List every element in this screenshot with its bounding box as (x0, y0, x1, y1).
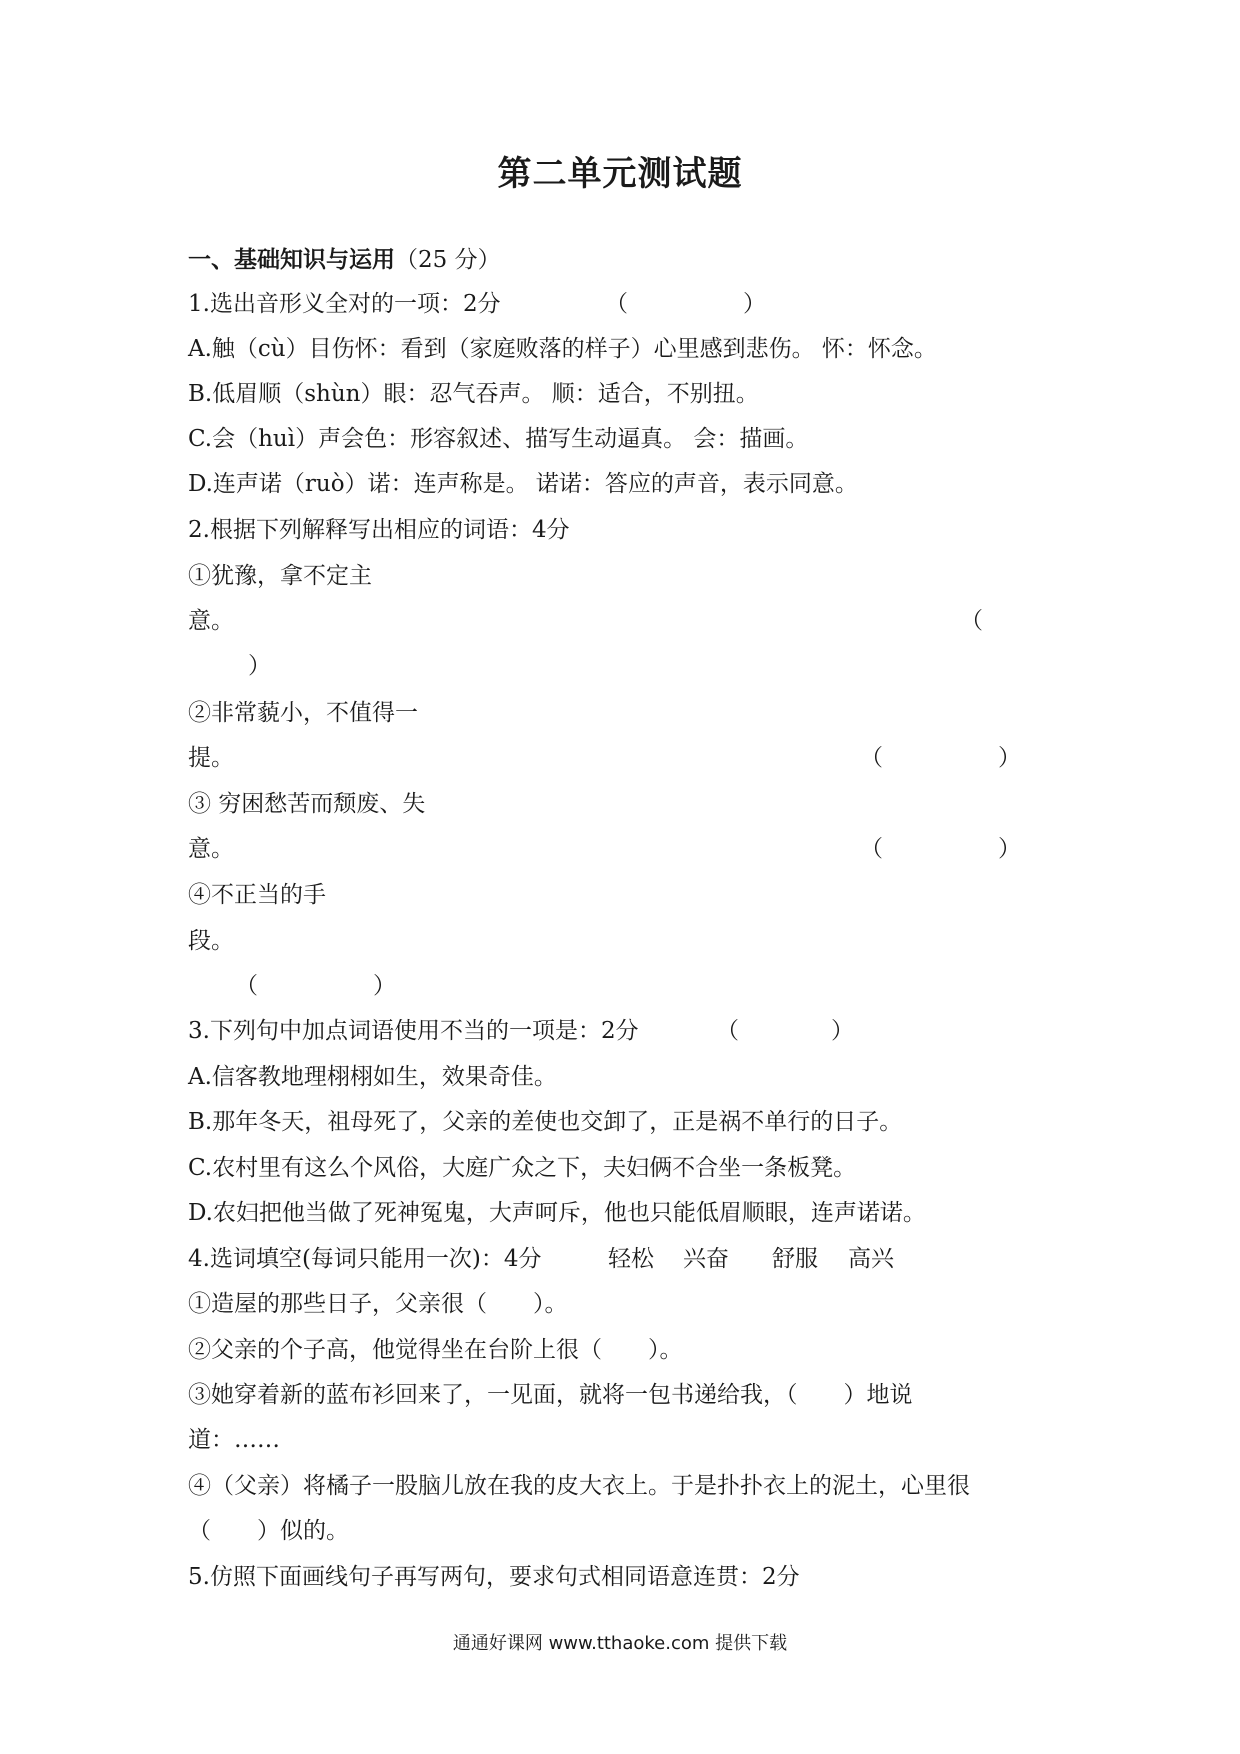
q2-item3-line2: 意。 (188, 836, 234, 862)
q4-word-3: 舒服 (772, 1246, 818, 1272)
q4-item-3: ③她穿着新的蓝布衫回来了，一见面，就将一包书递给我，（ ）地说 (188, 1382, 913, 1408)
q5-stem: 5.仿照下面画线句子再写两句，要求句式相同语意连贯：2分 (188, 1564, 800, 1590)
page-title: 第二单元测试题 (497, 154, 743, 194)
q4-item-3-cont: 道：…… (188, 1427, 280, 1453)
q2-item4-line2: 段。 (188, 928, 234, 954)
q2-stem: 2.根据下列解释写出相应的词语：4分 (188, 517, 570, 543)
q2-item3-blank: （ ） (860, 836, 1021, 862)
q2-item1-close-paren: ） (248, 653, 271, 679)
q2-item4-line1: ④不正当的手 (188, 882, 326, 908)
q2-item1-open-paren: （ (960, 608, 983, 634)
section-heading-text: 一、基础知识与运用 (188, 247, 395, 273)
q2-item4-blank: （ ） (235, 973, 396, 999)
q4-item-4: ④（父亲）将橘子一股脑儿放在我的皮大衣上。于是扑扑衣上的泥土，心里很 (188, 1473, 970, 1499)
q3-option-a: A.信客教地理栩栩如生，效果奇佳。 (188, 1064, 557, 1090)
q1-option-b: B.低眉顺（shùn）眼：忍气吞声。 顺：适合，不别扭。 (188, 381, 759, 407)
q2-item3-line1: ③ 穷困愁苦而颓废、失 (188, 791, 426, 817)
q1-option-d: D.连声诺（ruò）诺：连声称是。 诺诺：答应的声音，表示同意。 (188, 471, 858, 497)
page-footer: 通通好课网 www.tthaoke.com 提供下载 (452, 1633, 788, 1654)
q4-item-4-cont: （ ）似的。 (188, 1518, 349, 1544)
q1-option-c: C.会（huì）声会色：形容叙述、描写生动逼真。 会：描画。 (188, 426, 809, 452)
q1-answer-blank: （ ） (605, 291, 766, 317)
q4-item-1: ①造屋的那些日子，父亲很（ ）。 (188, 1291, 568, 1317)
section-heading (188, 244, 501, 276)
q4-item-2: ②父亲的个子高，他觉得坐在台阶上很（ ）。 (188, 1337, 683, 1363)
q3-stem: 3.下列句中加点词语使用不当的一项是：2分 (188, 1018, 639, 1044)
q4-word-4: 高兴 (848, 1246, 894, 1272)
q4-word-1: 轻松 (608, 1246, 654, 1272)
q2-item1-line1: ①犹豫，拿不定主 (188, 563, 372, 589)
q2-item1-line2: 意。 (188, 608, 234, 634)
q3-option-c: C.农村里有这么个风俗，大庭广众之下，夫妇俩不合坐一条板凳。 (188, 1155, 857, 1181)
q2-item2-line2: 提。 (188, 745, 234, 771)
q3-option-d: D.农妇把他当做了死神冤鬼，大声呵斥，他也只能低眉顺眼，连声诺诺。 (188, 1200, 926, 1226)
q3-answer-blank: （ ） (716, 1018, 854, 1044)
q1-stem: 1.选出音形义全对的一项：2分 (188, 291, 501, 317)
q4-stem: 4.选词填空(每词只能用一次)：4分 (188, 1246, 542, 1272)
section-score: （25 分） (395, 247, 501, 273)
q1-option-a: A.触（cù）目伤怀：看到（家庭败落的样子）心里感到悲伤。 怀：怀念。 (188, 336, 937, 362)
q2-item2-blank: （ ） (860, 745, 1021, 771)
q4-word-2: 兴奋 (683, 1246, 729, 1272)
q3-option-b: B.那年冬天，祖母死了，父亲的差使也交卸了，正是祸不单行的日子。 (188, 1109, 903, 1135)
q2-item2-line1: ②非常藐小，不值得一 (188, 700, 418, 726)
